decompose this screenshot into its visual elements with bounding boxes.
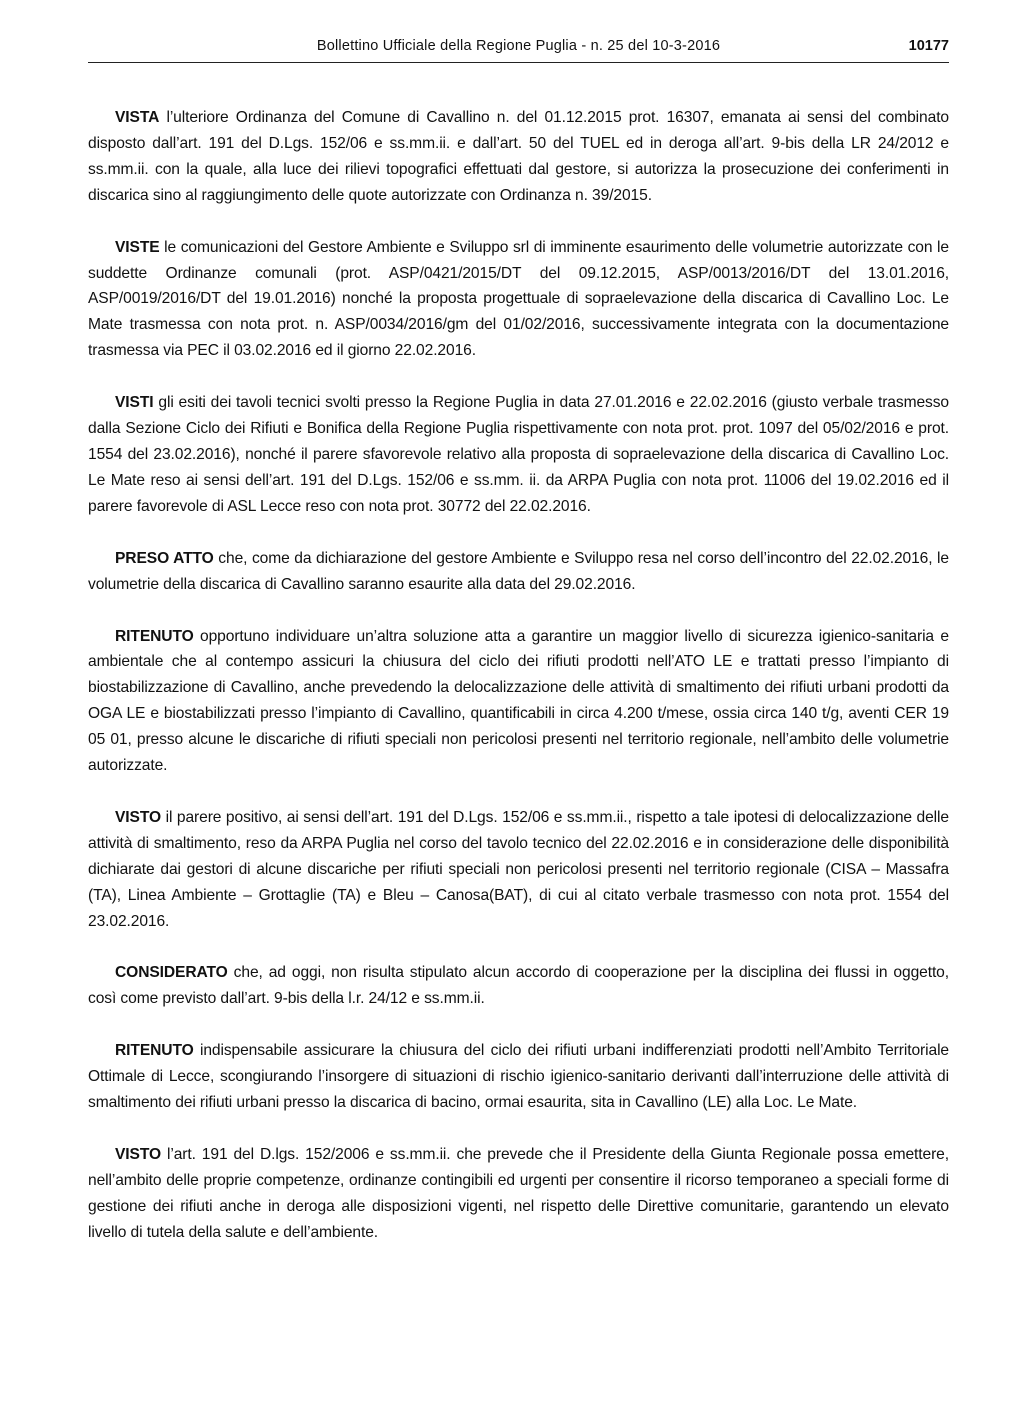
paragraph-keyword: PRESO ATTO <box>115 549 214 567</box>
paragraph-ritenuto-2 <box>88 1038 949 1116</box>
document-page <box>88 36 949 1272</box>
paragraph-keyword: VISTA <box>115 109 160 126</box>
paragraph-viste <box>88 235 949 365</box>
paragraph-preso-atto <box>88 546 949 598</box>
paragraph-text: indispensabile assicurare la chiusura del ciclo dei rifiuti urbani indifferenziati prodotti nell’Ambito Territoriale Ottimale di Lecce, scongiurando l’insorgere di situazioni di rischio igienico-sanitario derivanti dall’interruzione delle attività di smaltimento dei rifiuti urbani presso la discarica di bacino, ormai esaurita, sita in Cavallino (LE) alla Loc. Le Mate. <box>88 1042 949 1112</box>
paragraph-keyword: VISTO <box>115 808 162 826</box>
paragraph-visto-1 <box>88 805 949 935</box>
paragraph-vista <box>88 105 949 209</box>
document-body <box>88 105 949 1246</box>
paragraph-keyword: VISTE <box>115 238 160 256</box>
paragraph-ritenuto-1 <box>88 624 949 779</box>
paragraph-text: che, come da dichiarazione del gestore Ambiente e Sviluppo resa nel corso dell’incontro del 22.02.2016, le volumetrie della discarica di Cavallino saranno esaurite alla data del 29.02.2016. <box>88 549 949 593</box>
paragraph-keyword: VISTI <box>115 394 154 412</box>
page-header <box>88 36 949 63</box>
paragraph-text: l’ulteriore Ordinanza del Comune di Cavallino n. del 01.12.2015 prot. 16307, emanata ai sensi del combinato disposto dall’art. 191 del D.Lgs. 152/06 e ss.mm.ii. e dall’art. 50 del TUEL ed in deroga all’art. 9-bis della LR 24/2012 e ss.mm.ii. con la quale, alla luce dei rilievi topografici effettuati dal gestore, si autorizza la prosecuzione dei conferimenti in discarica sino al raggiungimento delle quote autorizzate con Ordinanza n. 39/2015. <box>88 109 949 204</box>
paragraph-considerato <box>88 960 949 1012</box>
paragraph-keyword: RITENUTO <box>115 627 194 645</box>
paragraph-text: le comunicazioni del Gestore Ambiente e Sviluppo srl di imminente esaurimento delle volumetrie autorizzate con le suddette Ordinanze comunali (prot. ASP/0421/2015/DT del 09.12.2015, ASP/0013/2016/DT del 13.01.2016, ASP/0019/2016/DT del 19.01.2016) nonché la proposta progettuale di sopraelevazione della discarica di Cavallino Loc. Le Mate trasmessa con nota prot. n. ASP/0034/2016/gm del 01/02/2016, successivamente integrata con la documentazione trasmessa via PEC il 03.02.2016 ed il giorno 22.02.2016. <box>88 238 949 360</box>
paragraph-keyword: CONSIDERATO <box>115 964 228 982</box>
page-number: 10177 <box>908 38 949 54</box>
paragraph-text: che, ad oggi, non risulta stipulato alcun accordo di cooperazione per la disciplina dei flussi in oggetto, così come previsto dall’art. 9-bis della l.r. 24/12 e ss.mm.ii. <box>88 964 949 1008</box>
paragraph-visti <box>88 390 949 520</box>
paragraph-text: opportuno individuare un’altra soluzione atta a garantire un maggior livello di sicurezza igienico-sanitaria e ambientale che al contempo assicuri la chiusura del ciclo dei rifiuti prodotti nell’ATO LE e trattati presso l’impianto di biostabilizzazione di Cavallino, anche prevedendo la delocalizzazione delle attività di smaltimento dei rifiuti urbani prodotti da OGA LE e biostabilizzati presso l’impianto di Cavallino, quantificabili in circa 4.200 t/mese, ossia circa 140 t/g, aventi CER 19 05 01, presso alcune le discariche di rifiuti speciali non pericolosi presenti nel territorio regionale, nell’ambito delle volumetrie autorizzate. <box>88 627 949 775</box>
paragraph-text: gli esiti dei tavoli tecnici svolti presso la Regione Puglia in data 27.01.2016 e 22.02.2016 (giusto verbale trasmesso dalla Sezione Ciclo dei Rifiuti e Bonifica della Regione Puglia rispettivamente con nota prot. prot. 1097 del 05/02/2016 e prot. 1554 del 23.02.2016), nonché il parere sfavorevole relativo alla proposta di sopraelevazione della discarica di Cavallino Loc. Le Mate reso ai sensi dell’art. 191 del D.Lgs. 152/06 e ss.mm. ii. da ARPA Puglia con nota prot. 11006 del 19.02.2016 ed il parere favorevole di ASL Lecce reso con nota prot. 30772 del 22.02.2016. <box>88 394 949 515</box>
paragraph-keyword: VISTO <box>115 1146 162 1163</box>
paragraph-visto-2 <box>88 1142 949 1246</box>
paragraph-text: il parere positivo, ai sensi dell’art. 191 del D.Lgs. 152/06 e ss.mm.ii., rispetto a tale ipotesi di delocalizzazione delle attività di smaltimento, reso da ARPA Puglia nel corso del tavolo tecnico del 22.02.2016 e in considerazione delle disponibilità dichiarate dai gestori di alcune discariche per rifiuti speciali non pericolosi presenti nel territorio regionale (CISA – Massafra (TA), Linea Ambiente – Grottaglie (TA) e Bleu – Canosa(BAT), di cui al citato verbale trasmesso con nota prot. 1554 del 23.02.2016. <box>88 808 949 930</box>
paragraph-keyword: RITENUTO <box>115 1042 194 1060</box>
bulletin-title: Bollettino Ufficiale della Regione Puglia - n. 25 del 10-3-2016 <box>316 38 721 54</box>
paragraph-text: l’art. 191 del D.lgs. 152/2006 e ss.mm.ii. che prevede che il Presidente della Giunta Regionale possa emettere, nell’ambito delle proprie competenze, ordinanze contingibili ed urgenti per consentire il ricorso temporaneo a speciali forme di gestione dei rifiuti anche in deroga alle disposizioni vigenti, nel rispetto delle Direttive comunitarie, garantendo un elevato livello di tutela della salute e dell’ambiente. <box>88 1146 949 1241</box>
